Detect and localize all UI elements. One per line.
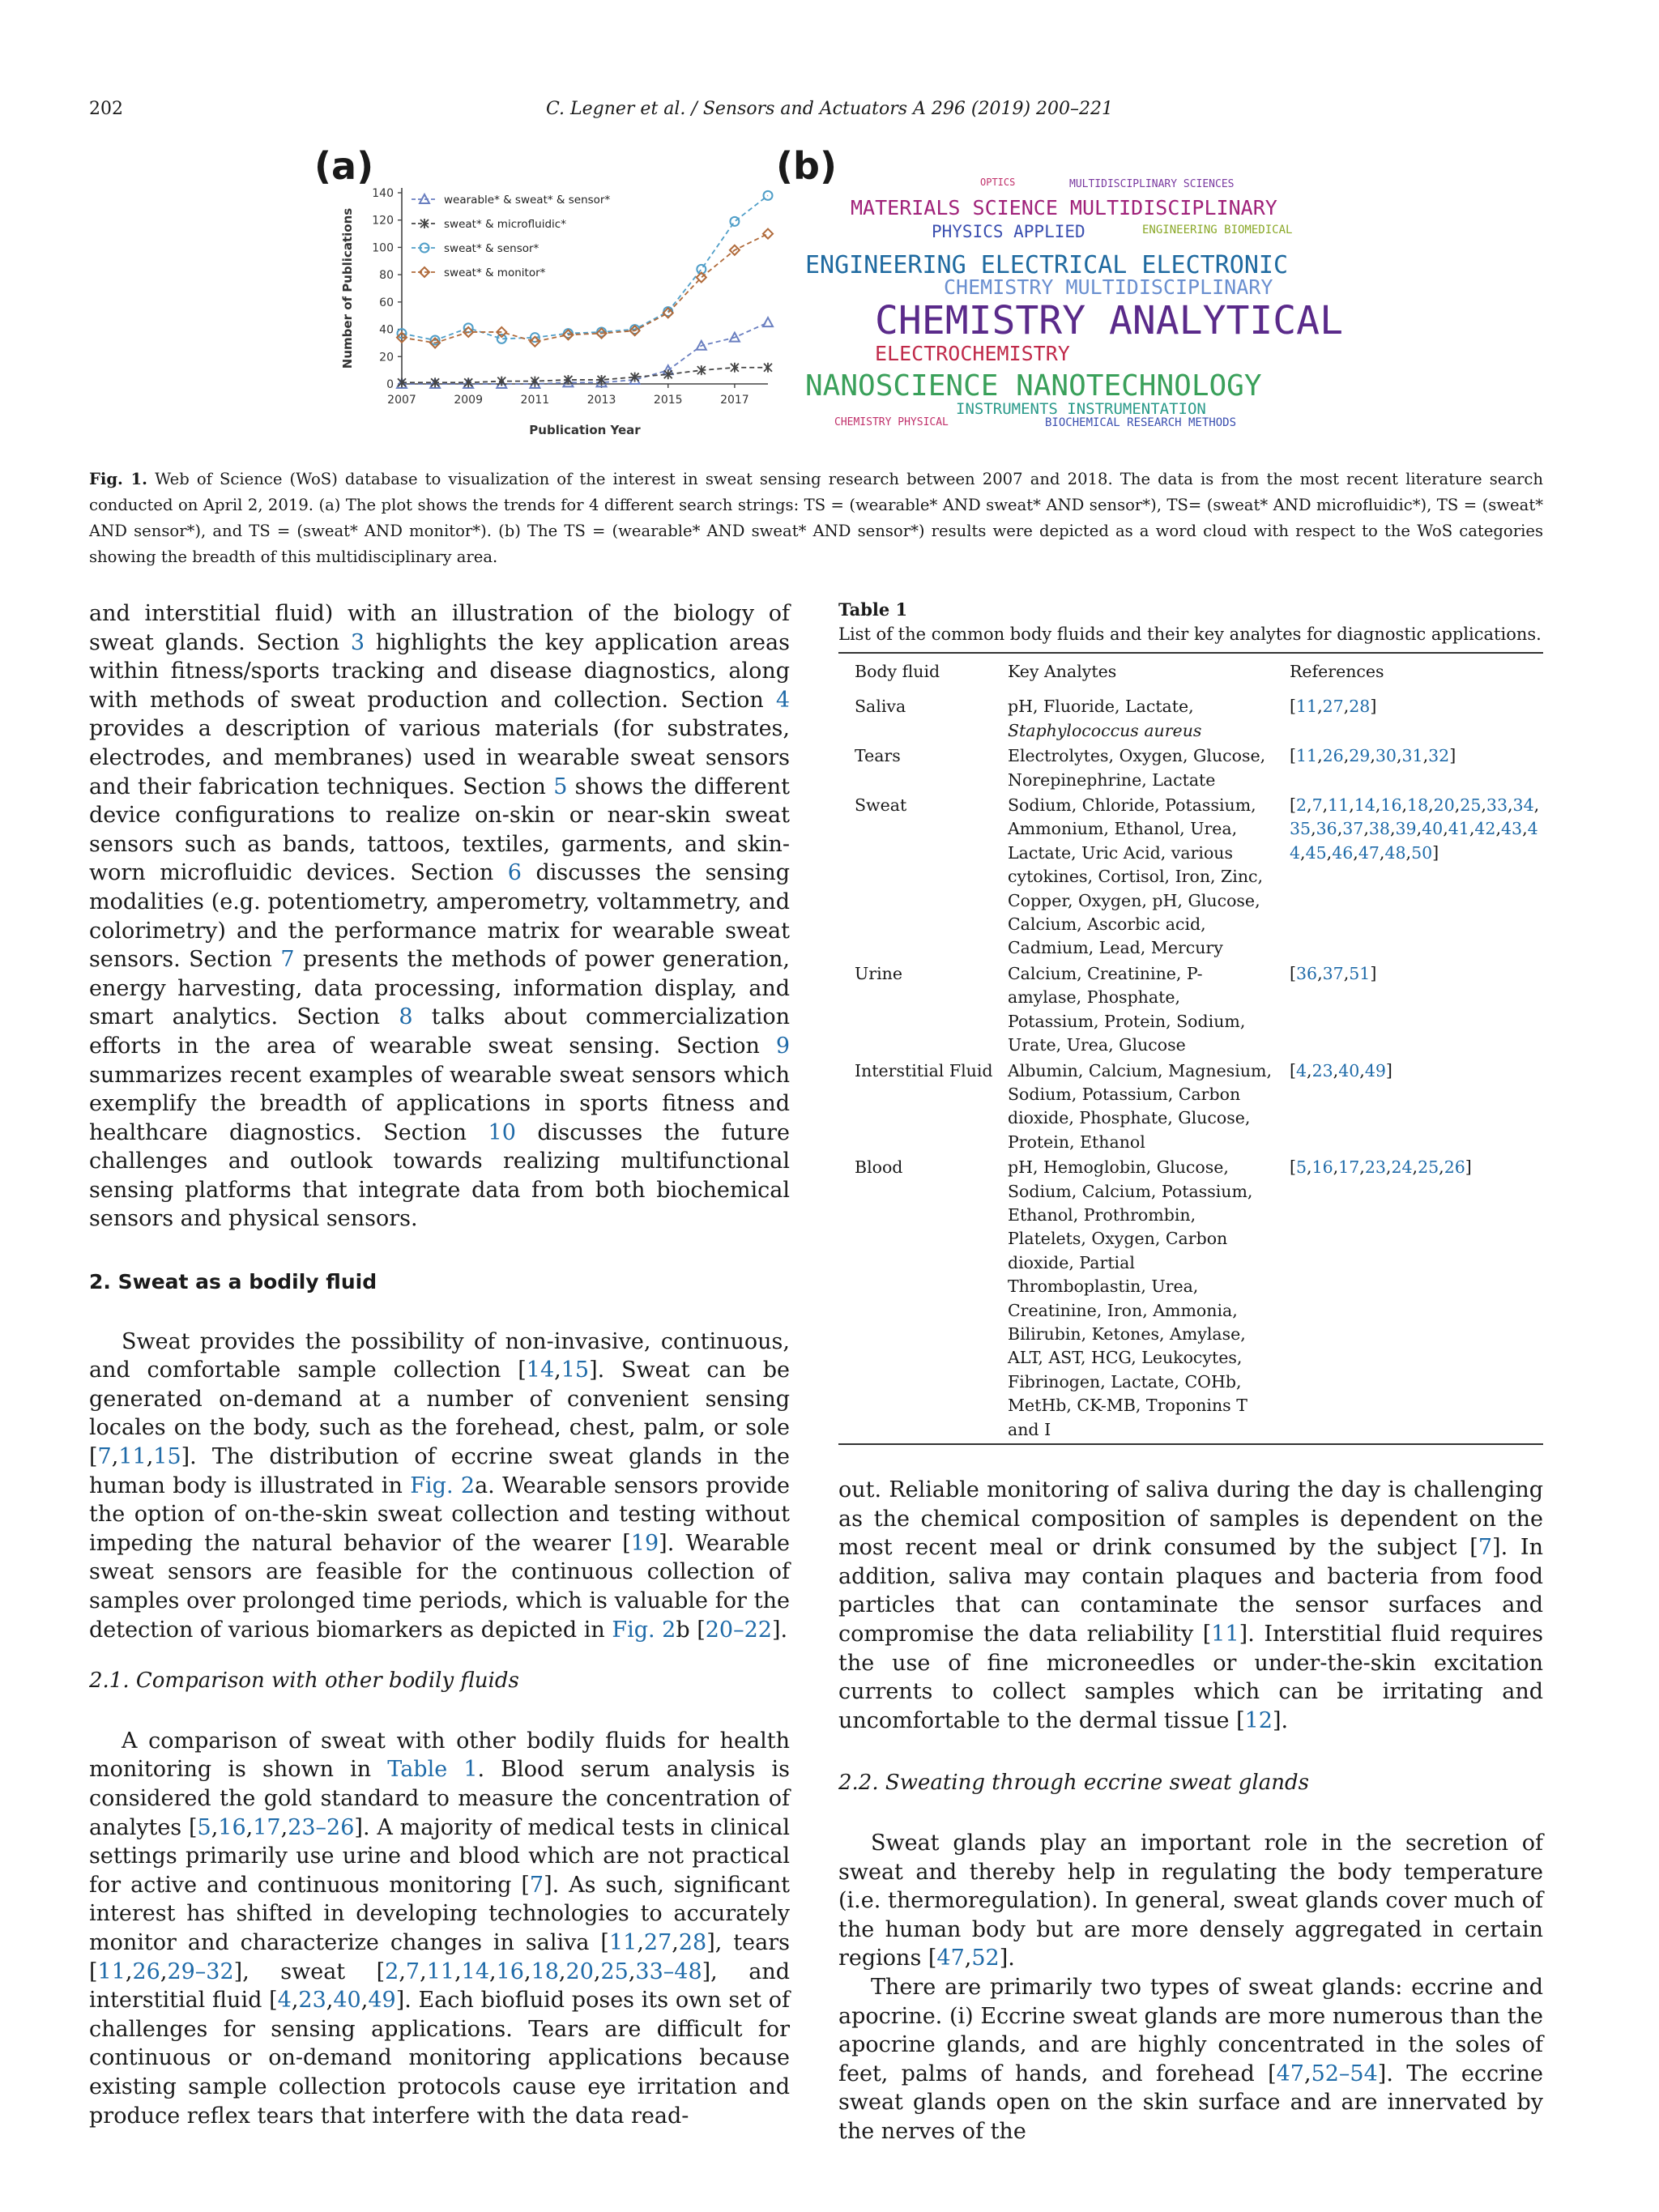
analytes-cell: pH, Hemoglobin, Glucose, Sodium, Calcium, Potassium, Ethanol, Prothrombin, Platelets, Oxygen, Carbon dioxide, Partial Thromboplastin, Urea, Creatinine, Iron, Ammonia, Bilirubin, Ketones, Amylase, ALT, AST, HCG, Leukocytes, Fibrinogen, Lactate, COHb, MetHb, CK-MB, Troponins T and I — [1008, 1157, 1253, 1439]
citation-link[interactable]: 48 — [1384, 842, 1406, 863]
body-text: a. Wearable sensors provide the option of on-the-skin sweat collection and testing without impeding the natural behavior of the wearer [ — [89, 1473, 790, 1556]
citation-link[interactable]: 28 — [678, 1929, 707, 1955]
body-text: ]. — [771, 1617, 788, 1643]
citation-link[interactable]: 27 — [643, 1929, 672, 1955]
body-text: ]. — [999, 1946, 1015, 1971]
body-text: . Blood serum analysis is considered the gold standard to measure the concentration of analytes [ — [89, 1757, 790, 1840]
citation-link[interactable]: 27 — [1322, 697, 1344, 717]
body-text: , — [489, 1958, 497, 1984]
citation-link[interactable]: 28 — [1349, 697, 1371, 717]
citation-link[interactable]: 26 — [1444, 1157, 1465, 1178]
citation-link[interactable]: 3 — [350, 629, 365, 655]
citation-link[interactable]: 17 — [253, 1814, 281, 1840]
citation-link[interactable]: 11 — [118, 1444, 147, 1470]
panel-b-label: (b) — [776, 144, 837, 188]
body-text: ], and interstitial fluid [ — [89, 1958, 790, 2014]
citation-link[interactable]: 11 — [1328, 795, 1350, 816]
body-text: , — [672, 1929, 679, 1955]
word-cloud-term: MULTIDISCIPLINARY SCIENCES — [1069, 178, 1235, 190]
citation-link[interactable]: 25 — [1418, 1157, 1439, 1178]
citation-link[interactable]: 14 — [461, 1958, 490, 1984]
body-text: ]. Wearable sweat sensors are feasible for the continuous collection of samples over prolonged time periods, which is valuable for the detection of various biomarkers as depicted in — [89, 1530, 790, 1643]
legend-label: wearable* & sweat* & sensor* — [444, 194, 611, 207]
body-fluid-cell: Saliva — [855, 697, 906, 717]
word-cloud-term: ELECTROCHEMISTRY — [875, 342, 1070, 365]
body-text: A comparison of sweat with other bodily fluids for health monitoring is shown in — [89, 1728, 790, 1783]
citation-link[interactable]: 25 — [600, 1958, 629, 1984]
table-1-grid — [838, 660, 1543, 1443]
body-text: presents the methods of power generation, energy harvesting, data processing, information display, and smart analytics. Section — [89, 947, 790, 1030]
citation-link[interactable]: 25 — [1460, 795, 1482, 816]
body-fluid-cell: Blood — [855, 1157, 903, 1178]
series-line — [402, 368, 768, 383]
data-point — [730, 217, 739, 226]
panel-a-label: (a) — [314, 144, 374, 188]
table-header-cell: Key Analytes — [1008, 662, 1117, 681]
table-row — [838, 1059, 1543, 1157]
analytes-cell: Calcium, Creatinine, P-amylase, Phosphate, Potassium, Protein, Sodium, Urate, Urea, Glucose — [1008, 963, 1246, 1055]
references-cell: [11,27,28] — [1290, 697, 1377, 717]
body-text: , — [554, 1357, 561, 1383]
left-paragraph-2 — [89, 1328, 790, 1645]
body-text: highlights the key application areas within fitness/sports tracking and disease diagnostics, along with methods of sweat production and collection. Section — [89, 629, 790, 713]
word-cloud-term: INSTRUMENTS INSTRUMENTATION — [956, 400, 1206, 418]
left-paragraph-3 — [89, 1727, 790, 2130]
references-cell: [4,23,40,49] — [1290, 1060, 1392, 1080]
body-fluid-cell: Interstitial Fluid — [855, 1060, 993, 1080]
table-row — [838, 744, 1543, 794]
x-tick-label: 2007 — [387, 394, 416, 407]
body-text: talks about commercialization efforts in the area of wearable sweat sensing. Section — [89, 1004, 790, 1059]
body-text: , — [558, 1958, 566, 1984]
citation-link[interactable]: 18 — [531, 1958, 559, 1984]
body-text: , — [1303, 2061, 1311, 2086]
body-text: shows the different device configurations to realize on-skin or near-skin sweat sensors such as bands, tattoos, textiles, garments, and skin-worn microfluidic devices. Section — [89, 774, 791, 886]
table-row — [838, 1156, 1543, 1443]
legend-label: sweat* & microfluidic* — [444, 218, 566, 231]
citation-link[interactable]: Fig. 2 — [410, 1473, 476, 1498]
citation-link[interactable]: 37 — [1322, 963, 1344, 983]
citation-link[interactable]: 40 — [333, 1988, 361, 2014]
citation-link[interactable]: 5 — [197, 1814, 211, 1840]
citation-link[interactable]: 7 — [1311, 795, 1323, 816]
legend-label: sweat* & sensor* — [444, 242, 539, 255]
x-tick-label: 2017 — [720, 394, 749, 407]
table-header-cell: Body fluid — [855, 662, 940, 681]
citation-link[interactable]: 42 — [1474, 819, 1496, 839]
table-header-row — [838, 660, 1543, 688]
table-1-description: List of the common body fluids and their key analytes for diagnostic applications. — [838, 624, 1542, 644]
citation-link[interactable]: 34 — [1512, 795, 1534, 816]
body-text: ]. — [1272, 1707, 1289, 1733]
legend-label: sweat* & monitor* — [444, 266, 546, 279]
body-text: Sweat provides the possibility of non-invasive, continuous, and comfortable sample collection [ — [89, 1328, 790, 1383]
y-tick-label: 100 — [372, 241, 394, 255]
body-text: , — [146, 1444, 154, 1470]
word-cloud-term: PHYSICS APPLIED — [932, 222, 1085, 241]
body-text: , — [326, 1988, 334, 2014]
citation-link[interactable]: 12 — [1244, 1707, 1273, 1733]
publication-trend-chart — [314, 178, 776, 454]
citation-link[interactable]: 16 — [1311, 1157, 1333, 1178]
right-paragraph-2 — [838, 1829, 1543, 1973]
x-tick-label: 2013 — [586, 394, 616, 407]
citation-link[interactable]: 7 — [529, 1872, 544, 1898]
body-text: , — [360, 1988, 369, 2014]
analytes-cell: Albumin, Calcium, Magnesium, Sodium, Potassium, Carbon dioxide, Phosphate, Glucose, Protein, Ethanol — [1008, 1060, 1272, 1152]
section-2-2-heading: 2.2. Sweating through eccrine sweat glands — [838, 1771, 1309, 1796]
category-word-cloud — [802, 177, 1343, 436]
x-axis-label: Publication Year — [529, 423, 641, 437]
body-text: ], sweat [ — [233, 1958, 386, 1984]
citation-link[interactable]: 52 — [971, 1946, 1000, 1971]
citation-link[interactable]: 16 — [496, 1958, 524, 1984]
citation-link[interactable]: 46 — [1332, 842, 1354, 863]
data-point — [763, 229, 773, 239]
citation-link[interactable]: 11 — [1211, 1621, 1239, 1647]
word-cloud-term: CHEMISTRY ANALYTICAL — [875, 298, 1343, 343]
body-text: Sweat glands play an important role in the secretion of sweat and thereby help in regulating the body temperature (i.e. thermoregulation). In general, sweat glands cover much of the human body but are more densely aggregated in certain regions [ — [838, 1830, 1543, 1971]
table-header-cell: References — [1290, 662, 1384, 681]
citation-link[interactable]: 16 — [218, 1814, 246, 1840]
body-text: , — [454, 1958, 462, 1984]
citation-link[interactable]: 4 — [775, 687, 790, 713]
citation-link[interactable]: 40 — [1338, 1060, 1360, 1080]
section-2-1-heading: 2.1. Comparison with other bodily fluids — [89, 1669, 519, 1694]
citation-link[interactable]: 49 — [368, 1988, 396, 2014]
citation-link[interactable]: 29–32 — [167, 1958, 234, 1984]
body-text: , — [280, 1814, 288, 1840]
table-1-label: Table 1 — [838, 599, 908, 620]
y-tick-label: 120 — [372, 214, 394, 228]
citation-link[interactable]: 33 — [1486, 795, 1508, 816]
body-text: discusses the sensing modalities (e.g. potentiometry, amperometry, voltammetry, and colorimetry) and the performance matrix for wearable sweat sensors. Section — [89, 860, 790, 973]
references-cell: [5,16,17,23,24,25,26] — [1290, 1157, 1472, 1178]
body-fluid-cell: Tears — [855, 746, 901, 766]
citation-link[interactable]: 51 — [1349, 963, 1371, 983]
citation-link[interactable]: 20 — [1433, 795, 1455, 816]
citation-link[interactable]: 17 — [1338, 1157, 1360, 1178]
citation-link[interactable]: 24 — [1391, 1157, 1413, 1178]
body-text: , — [211, 1814, 219, 1840]
data-point — [497, 377, 505, 386]
body-text: out. Reliable monitoring of saliva during the day is challenging as the chemical composition of samples is dependent on the most recent meal or drink consumed by the subject [ — [838, 1477, 1543, 1561]
citation-link[interactable]: 23–26 — [288, 1814, 355, 1840]
citation-link[interactable]: 11 — [426, 1958, 455, 1984]
right-column — [838, 1476, 1543, 2146]
table-row — [838, 688, 1543, 744]
body-text: ]. A majority of medical tests in clinical settings primarily use urine and blood which are not practical for active and continuous monitoring [ — [89, 1814, 791, 1898]
citation-link[interactable]: 5 — [553, 774, 568, 799]
citation-link[interactable]: 41 — [1448, 819, 1469, 839]
citation-link[interactable]: 30 — [1375, 746, 1397, 766]
figure-caption — [89, 467, 1543, 570]
citation-link[interactable]: 6 — [507, 860, 522, 886]
body-text: ], tears [ — [89, 1929, 790, 1984]
citation-link[interactable]: 19 — [630, 1530, 659, 1556]
body-text: ]. As such, significant interest has shifted in developing technologies to accurately monitor and characterize changes in saliva [ — [89, 1872, 791, 1955]
citation-link[interactable]: 7 — [280, 947, 295, 973]
body-text: ]. The distribution of eccrine sweat glands in the human body is illustrated in — [89, 1444, 790, 1498]
y-tick-label: 20 — [379, 351, 394, 364]
word-cloud-term: ENGINEERING BIOMEDICAL — [1142, 224, 1293, 237]
citation-link[interactable]: 7 — [97, 1444, 112, 1470]
figure-caption-text: Web of Science (WoS) database to visualization of the interest in sweat sensing research between 2007 and 2018. The data is from the most recent literature search conducted on April 2, 2019. (a) The plot shows the trends for 4 different search strings: TS = (wearable* AND sweat* AND sensor*), TS= (sweat* AND microfluidic*), TS = (sweat* AND sensor*), and TS = (sweat* AND monitor*). (b) The TS = (wearable* AND sweat* AND sensor*) results were depicted as a word cloud with respect to the WoS categories showing the breadth of this multidisciplinary area. — [89, 470, 1544, 566]
body-text: provides a description of various materials (for substrates, electrodes, and membranes) used in wearable sweat sensors and their fabrication techniques. Section — [89, 716, 790, 799]
citation-link[interactable]: 9 — [775, 1033, 790, 1059]
table-row — [838, 962, 1543, 1059]
analytes-cell: pH, Fluoride, Lactate, Staphylococcus aureus — [1008, 697, 1202, 740]
body-text: , — [125, 1958, 133, 1984]
citation-link[interactable]: 43 — [1501, 819, 1523, 839]
citation-link[interactable]: 31 — [1401, 746, 1423, 766]
section-2-heading: 2. Sweat as a bodily fluid — [89, 1270, 377, 1294]
body-fluid-cell: Sweat — [855, 795, 907, 816]
y-tick-label: 60 — [379, 296, 394, 309]
body-text: , — [399, 1958, 406, 1984]
citation-link[interactable]: 8 — [399, 1004, 413, 1030]
citation-link[interactable]: 20 — [565, 1958, 594, 1984]
citation-link[interactable]: 26 — [1322, 746, 1344, 766]
citation-link[interactable]: 47 — [936, 1946, 965, 1971]
citation-link[interactable]: 44 — [1290, 819, 1538, 863]
x-tick-label: 2009 — [454, 394, 484, 407]
citation-link[interactable]: 38 — [1368, 819, 1390, 839]
citation-link[interactable]: 5 — [1296, 1157, 1307, 1178]
citation-link[interactable]: 23 — [1364, 1157, 1386, 1178]
citation-link[interactable]: 11 — [608, 1929, 638, 1955]
references-cell: [11,26,29,30,31,32] — [1290, 746, 1456, 766]
body-text: , — [523, 1958, 531, 1984]
right-paragraph-1 — [838, 1476, 1543, 1735]
body-text: summarizes recent examples of wearable sweat sensors which exemplify the breadth of applications in sports fitness and healthcare diagnostics. Section — [89, 1062, 790, 1145]
body-text: discusses the future challenges and outlook towards realizing multifunctional sensing platforms that integrate data from both biochemical sensors and physical sensors. — [89, 1119, 790, 1232]
word-cloud-term: ENGINEERING ELECTRICAL ELECTRONIC — [805, 251, 1289, 279]
body-text: ]. Interstitial fluid requires the use of fine microneedles or under-the-skin excitation currents to collect samples which can be irritating and uncomfortable to the dermal tissue [ — [838, 1621, 1544, 1733]
citation-link[interactable]: 50 — [1411, 842, 1433, 863]
citation-link[interactable]: 11 — [1296, 697, 1318, 717]
body-text: , — [628, 1958, 636, 1984]
body-text: ]. Each biofluid poses its own set of challenges for sensing applications. Tears are difficult for continuous or on-demand monitoring applications because existing sample collection protocols cause eye irritation and produce reflex tears that interfere with the data read- — [89, 1988, 790, 2129]
y-tick-label: 80 — [379, 269, 394, 283]
body-text: ]. The eccrine sweat glands open on the skin surface and are innervated by the nerves of the — [838, 2061, 1543, 2144]
citation-link[interactable]: 20–22 — [705, 1617, 772, 1643]
citation-link[interactable]: 36 — [1296, 963, 1318, 983]
citation-link[interactable]: 4 — [1296, 1060, 1307, 1080]
body-text: , — [964, 1946, 972, 1971]
citation-link[interactable]: 33–48 — [635, 1958, 702, 1984]
citation-link[interactable]: 7 — [405, 1958, 420, 1984]
citation-link[interactable]: 37 — [1342, 819, 1364, 839]
citation-link[interactable]: 26 — [132, 1958, 160, 1984]
citation-link[interactable]: 52–54 — [1311, 2061, 1378, 2086]
citation-link[interactable]: 23 — [1311, 1060, 1333, 1080]
citation-link[interactable]: 14 — [1354, 795, 1375, 816]
body-text: , — [160, 1958, 168, 1984]
citation-link[interactable]: 15 — [561, 1357, 590, 1383]
body-text: , — [420, 1958, 427, 1984]
citation-link[interactable]: Fig. 2 — [612, 1617, 676, 1643]
analytes-cell: Electrolytes, Oxygen, Glucose, Norepinephrine, Lactate — [1008, 746, 1266, 790]
table-1 — [838, 599, 1543, 1445]
citation-link[interactable]: 23 — [298, 1988, 326, 2014]
y-tick-label: 40 — [379, 323, 394, 337]
citation-link[interactable]: 4 — [277, 1988, 292, 2014]
citation-link[interactable]: 7 — [1478, 1535, 1493, 1561]
y-tick-label: 0 — [386, 378, 394, 391]
word-cloud-term: CHEMISTRY PHYSICAL — [834, 416, 949, 428]
word-cloud-term: MATERIALS SCIENCE MULTIDISCIPLINARY — [851, 196, 1277, 219]
body-fluid-cell: Urine — [855, 963, 902, 983]
data-point — [763, 318, 773, 326]
citation-link[interactable]: 49 — [1364, 1060, 1386, 1080]
y-axis-label: Number of Publications — [340, 207, 355, 369]
word-cloud-term: NANOSCIENCE NANOTECHNOLOGY — [805, 369, 1262, 403]
citation-link[interactable]: 11 — [1296, 746, 1318, 766]
figure-caption-label: Fig. 1. — [89, 470, 148, 488]
body-text: , — [637, 1929, 644, 1955]
right-paragraph-3 — [838, 1973, 1543, 2146]
citation-link[interactable]: 29 — [1349, 746, 1371, 766]
citation-link[interactable]: 40 — [1422, 819, 1444, 839]
data-point — [764, 363, 772, 373]
body-text: ]. Sweat can be generated on-demand at a number of convenient sensing locales on the body, such as the forehead, chest, palm, or sole [ — [89, 1357, 790, 1470]
left-paragraph-1 — [89, 599, 790, 1234]
x-tick-label: 2015 — [653, 394, 683, 407]
citation-link[interactable]: Table 1 — [387, 1757, 478, 1783]
table-row — [838, 794, 1543, 962]
citation-link[interactable]: 11 — [97, 1958, 126, 1984]
references-cell: [36,37,51] — [1290, 963, 1377, 983]
word-cloud-term: CHEMISTRY MULTIDISCIPLINARY — [944, 275, 1273, 299]
running-title: C. Legner et al. / Sensors and Actuators A 296 (2019) 200–221 — [545, 99, 1113, 119]
body-text: , — [593, 1958, 601, 1984]
word-cloud-term: BIOCHEMICAL RESEARCH METHODS — [1045, 416, 1237, 429]
citation-link[interactable]: 36 — [1316, 819, 1337, 839]
citation-link[interactable]: 39 — [1395, 819, 1417, 839]
body-text: , — [291, 1988, 299, 2014]
citation-link[interactable]: 18 — [1407, 795, 1429, 816]
references-cell: [2,7,11,14,16,18,20,25,33,34,35,36,37,38,39,40,41,42,43,44,45,46,47,48,50] — [1290, 795, 1540, 863]
citation-link[interactable]: 32 — [1428, 746, 1450, 766]
citation-link[interactable]: 47 — [1276, 2061, 1304, 2086]
page-number: 202 — [89, 99, 123, 119]
citation-link[interactable]: 14 — [526, 1357, 555, 1383]
body-text: b [ — [676, 1617, 706, 1643]
citation-link[interactable]: 2 — [1296, 795, 1307, 816]
word-cloud-term: OPTICS — [980, 177, 1016, 188]
citation-link[interactable]: 47 — [1358, 842, 1380, 863]
citation-link[interactable]: 2 — [385, 1958, 399, 1984]
chart-legend — [412, 194, 610, 279]
body-text: , — [245, 1814, 254, 1840]
citation-link[interactable]: 35 — [1290, 819, 1311, 839]
citation-link[interactable]: 16 — [1380, 795, 1402, 816]
analytes-cell: Sodium, Chloride, Potassium, Ammonium, Ethanol, Urea, Lactate, Uric Acid, various cytokines, Cortisol, Iron, Zinc, Copper, Oxygen, pH, Glucose, Calcium, Ascorbic acid, Cadmium, Lead, Mercury — [1008, 795, 1264, 958]
x-tick-label: 2011 — [520, 394, 550, 407]
body-text: ]. In addition, saliva may contain plaques and bacteria from food particles that can contaminate the sensor surfaces and compromise the data reliability [ — [838, 1535, 1543, 1647]
body-text: , — [111, 1444, 119, 1470]
citation-link[interactable]: 45 — [1305, 842, 1327, 863]
left-column — [89, 599, 790, 2130]
y-tick-label: 140 — [372, 187, 394, 200]
body-text: There are primarily two types of sweat glands: eccrine and apocrine. (i) Eccrine sweat glands are more numerous than the apocrine glands, and are highly concentrated in the soles of feet, palms of hands, and forehead [ — [838, 1974, 1543, 2086]
citation-link[interactable]: 15 — [153, 1444, 181, 1470]
body-text: and interstitial fluid) with an illustration of the biology of sweat glands. Section — [89, 601, 790, 655]
citation-link[interactable]: 10 — [488, 1119, 516, 1145]
